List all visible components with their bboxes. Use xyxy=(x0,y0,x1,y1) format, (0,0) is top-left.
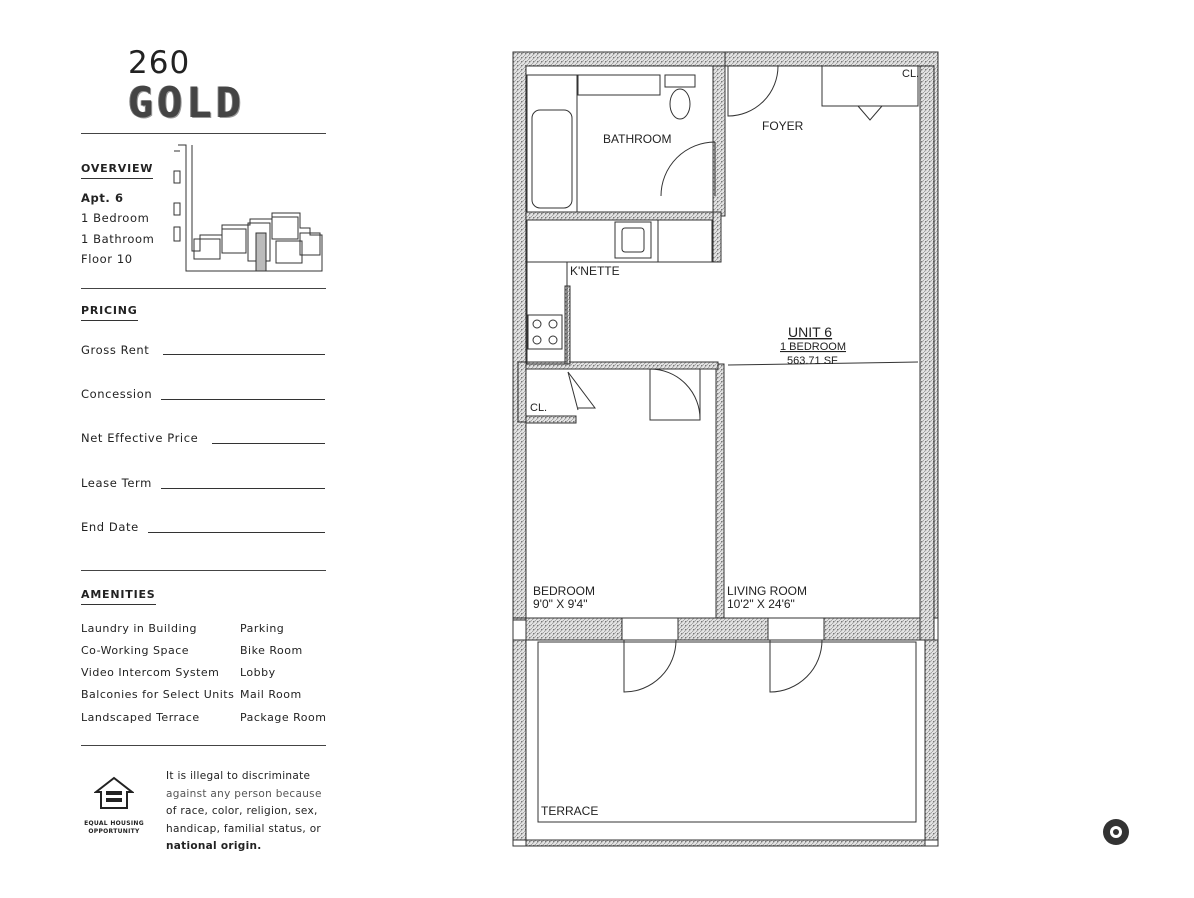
unit-type-label: 1 BEDROOM xyxy=(780,341,847,353)
overview-heading: OVERVIEW xyxy=(81,162,153,175)
entry-door xyxy=(728,66,918,120)
amenity-item: Video Intercom System xyxy=(81,666,220,679)
amenity-item: Landscaped Terrace xyxy=(81,711,200,724)
bathroom-count: 1 Bathroom xyxy=(81,232,155,246)
pricing-heading: PRICING xyxy=(81,304,138,317)
concession-label: Concession xyxy=(81,387,153,401)
amenity-item: Package Room xyxy=(240,711,327,724)
bedroom-count: 1 Bedroom xyxy=(81,211,150,225)
amenity-item: Balconies for Select Units xyxy=(81,688,235,701)
floor-number: Floor 10 xyxy=(81,252,133,266)
unit-area-label: 563.71 SF xyxy=(787,355,838,367)
amenity-item: Laundry in Building xyxy=(81,622,197,635)
bedroom-dims: 9'0" X 9'4" xyxy=(533,597,588,611)
amenities-heading: AMENITIES xyxy=(81,588,156,601)
kitchenette-label: K'NETTE xyxy=(570,264,620,278)
terrace-label: TERRACE xyxy=(541,804,599,818)
bedroom-label: BEDROOM xyxy=(533,584,596,598)
foyer-label: FOYER xyxy=(762,119,804,133)
living-room-dims: 10'2" X 24'6" xyxy=(727,597,795,611)
closet-label: CL. xyxy=(530,402,548,414)
amenity-item: Lobby xyxy=(240,666,276,679)
amenity-item: Parking xyxy=(240,622,285,635)
terrace-doors xyxy=(538,618,916,822)
brand-mark-icon xyxy=(1103,819,1129,845)
gross-rent-label: Gross Rent xyxy=(81,343,150,357)
amenity-item: Mail Room xyxy=(240,688,302,701)
amenity-item: Co-Working Space xyxy=(81,644,190,657)
lease-term-label: Lease Term xyxy=(81,476,152,490)
apt-number: Apt. 6 xyxy=(81,191,124,205)
living-room-label: LIVING ROOM xyxy=(727,584,808,598)
bedroom-doors xyxy=(568,369,700,420)
brand-name: GOLD xyxy=(128,78,246,127)
end-date-label: End Date xyxy=(81,520,139,534)
bathroom-label: BATHROOM xyxy=(603,132,672,146)
kitchenette-fixtures xyxy=(527,220,713,364)
unit-label: UNIT 6 xyxy=(788,324,833,340)
equal-housing-statement: It is illegal to discriminate against any person because of race, color, religion, sex, handicap, familial status, or national origin. xyxy=(166,770,322,852)
amenity-item: Bike Room xyxy=(240,644,303,657)
closet-label: CL. xyxy=(902,68,920,80)
equal-housing-caption: EQUAL HOUSING OPPORTUNITY xyxy=(84,820,144,835)
brand-number: 260 xyxy=(128,45,191,81)
interior-walls xyxy=(518,66,934,640)
net-effective-price-label: Net Effective Price xyxy=(81,431,199,445)
